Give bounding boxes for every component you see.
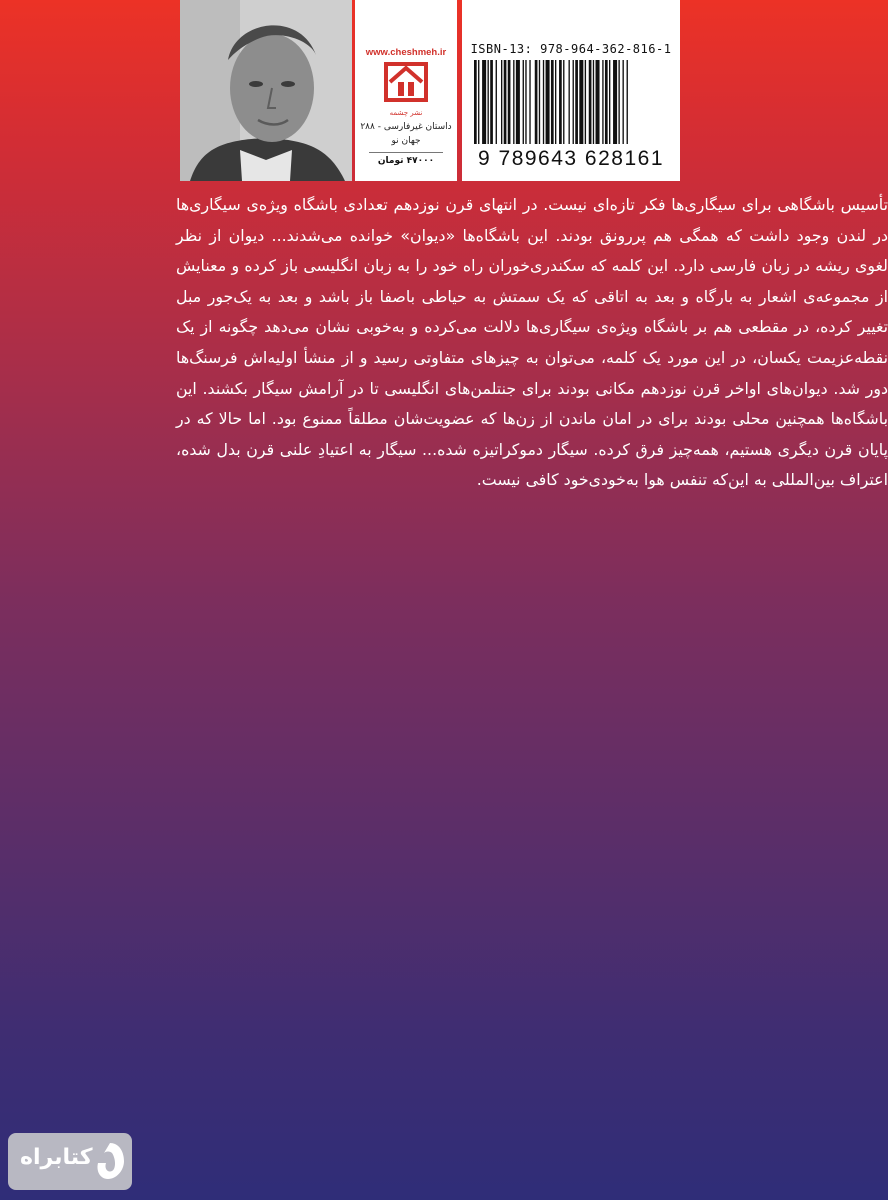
ketabrah-watermark	[8, 1133, 132, 1190]
series-line-1: داستان غیرفارسی - ۲۸۸	[360, 122, 452, 132]
barcode-bar	[525, 60, 526, 144]
blurb-container	[176, 190, 888, 496]
barcode-bar	[602, 60, 603, 144]
barcode-bar	[551, 60, 554, 144]
barcode-bar	[535, 60, 538, 144]
publisher-url: www.cheshmeh.ir	[365, 47, 447, 58]
barcode-bar	[488, 60, 489, 144]
cheshmeh-logo-icon	[384, 60, 428, 104]
barcode-bar	[513, 60, 514, 144]
barcode-bar	[516, 60, 520, 144]
barcode-bar	[573, 60, 574, 144]
barcode-bar	[623, 60, 624, 144]
barcode-bar	[609, 60, 610, 144]
barcode-bar	[559, 60, 562, 144]
barcode-bar	[539, 60, 540, 144]
barcode-number: 9 789643 628161	[478, 147, 664, 170]
barcode-bar	[523, 60, 524, 144]
barcode-bar	[496, 60, 497, 144]
barcode-bar	[482, 60, 486, 144]
publisher-imprint: نشر چشمه	[389, 109, 423, 117]
barcode-bar	[575, 60, 578, 144]
barcode-bar	[569, 60, 570, 144]
barcode-bar	[596, 60, 600, 144]
author-photo	[180, 0, 352, 181]
barcode-bar	[474, 60, 477, 144]
barcode-bar	[501, 60, 502, 144]
barcode-bar	[589, 60, 592, 144]
series-line-2: جهان نو	[391, 136, 421, 146]
barcode-bar	[563, 60, 564, 144]
barcode-bar	[490, 60, 493, 144]
ketabrah-logo-icon	[94, 1139, 126, 1183]
barcode-bar	[529, 60, 530, 144]
barcode-bar	[555, 60, 556, 144]
barcode-panel	[462, 0, 680, 181]
barcode-bar	[504, 60, 507, 144]
barcode-bar	[618, 60, 619, 144]
blurb-text: تأسیس باشگاهی برای سیگاری‌ها فکر تازه‌ای نیست. در انتهای قرن نوزدهم تعدادی باشگاه ویژه‌ی سیگاری‌ها در لندن وجود داشت که همگی هم پررونق بودند. این باشگاه‌ها «دیوان» خوانده می‌شدند... دیوان از نظر لغوی ریشه در زبان فارسی دارد. این کلمه که سکندری‌خوران راه خود را به زبان انگلیسی باز کرده و معنایش از مجموعه‌ی اشعار به بارگاه و بعد به اتاقی که یک سمتش به حیاطی باصفا باز باشد و بعد به یک‌جور مبل تغییر کرده، در مقطعی هم بر باشگاه ویژه‌ی سیگاری‌ها دلالت می‌کرده و به‌خوبی نشان می‌دهد چگونه از یک نقطه‌عزیمت یکسان، در این مورد یک کلمه، می‌توان به چیزهای متفاوتی رسید و از منشأ اولیه‌اش فرسنگ‌ها دور شد. دیوان‌های اواخر قرن نوزدهم مکانی بودند برای جنتلمن‌های انگلیسی تا در آرامش سیگار بکشند. این باشگاه‌ها همچنین محلی بودند برای در امان ماندن از زن‌ها که عضویت‌شان مطلقاً ممنوع بود. اما حالا که در پایان قرن دیگری هستیم، همه‌چیز فرق کرده. سیگار دموکراتیزه شده... سیگار به اعتیادِ علنی قرن بدل شده، اعتراف بین‌المللی به این‌که تنفس هوا به‌خودی‌خود کافی نیست.	[176, 195, 888, 490]
barcode-bar	[508, 60, 511, 144]
barcode-bar	[593, 60, 594, 144]
watermark-text: کتابراه	[20, 1145, 93, 1170]
barcode-bar	[546, 60, 550, 144]
barcode-bar	[585, 60, 586, 144]
barcode-bar	[478, 60, 479, 144]
isbn-label: ISBN-13: 978-964-362-816-1	[470, 42, 672, 56]
barcode-bar	[605, 60, 608, 144]
divider	[369, 152, 443, 153]
publisher-panel	[355, 0, 457, 181]
barcode-bar	[543, 60, 544, 144]
barcode-bars	[474, 60, 668, 144]
barcode-bar	[613, 60, 617, 144]
barcode-bar	[579, 60, 583, 144]
author-portrait-illustration	[180, 0, 352, 181]
price: ۴۷۰۰۰ تومان	[377, 156, 435, 166]
barcode-bar	[627, 60, 628, 144]
